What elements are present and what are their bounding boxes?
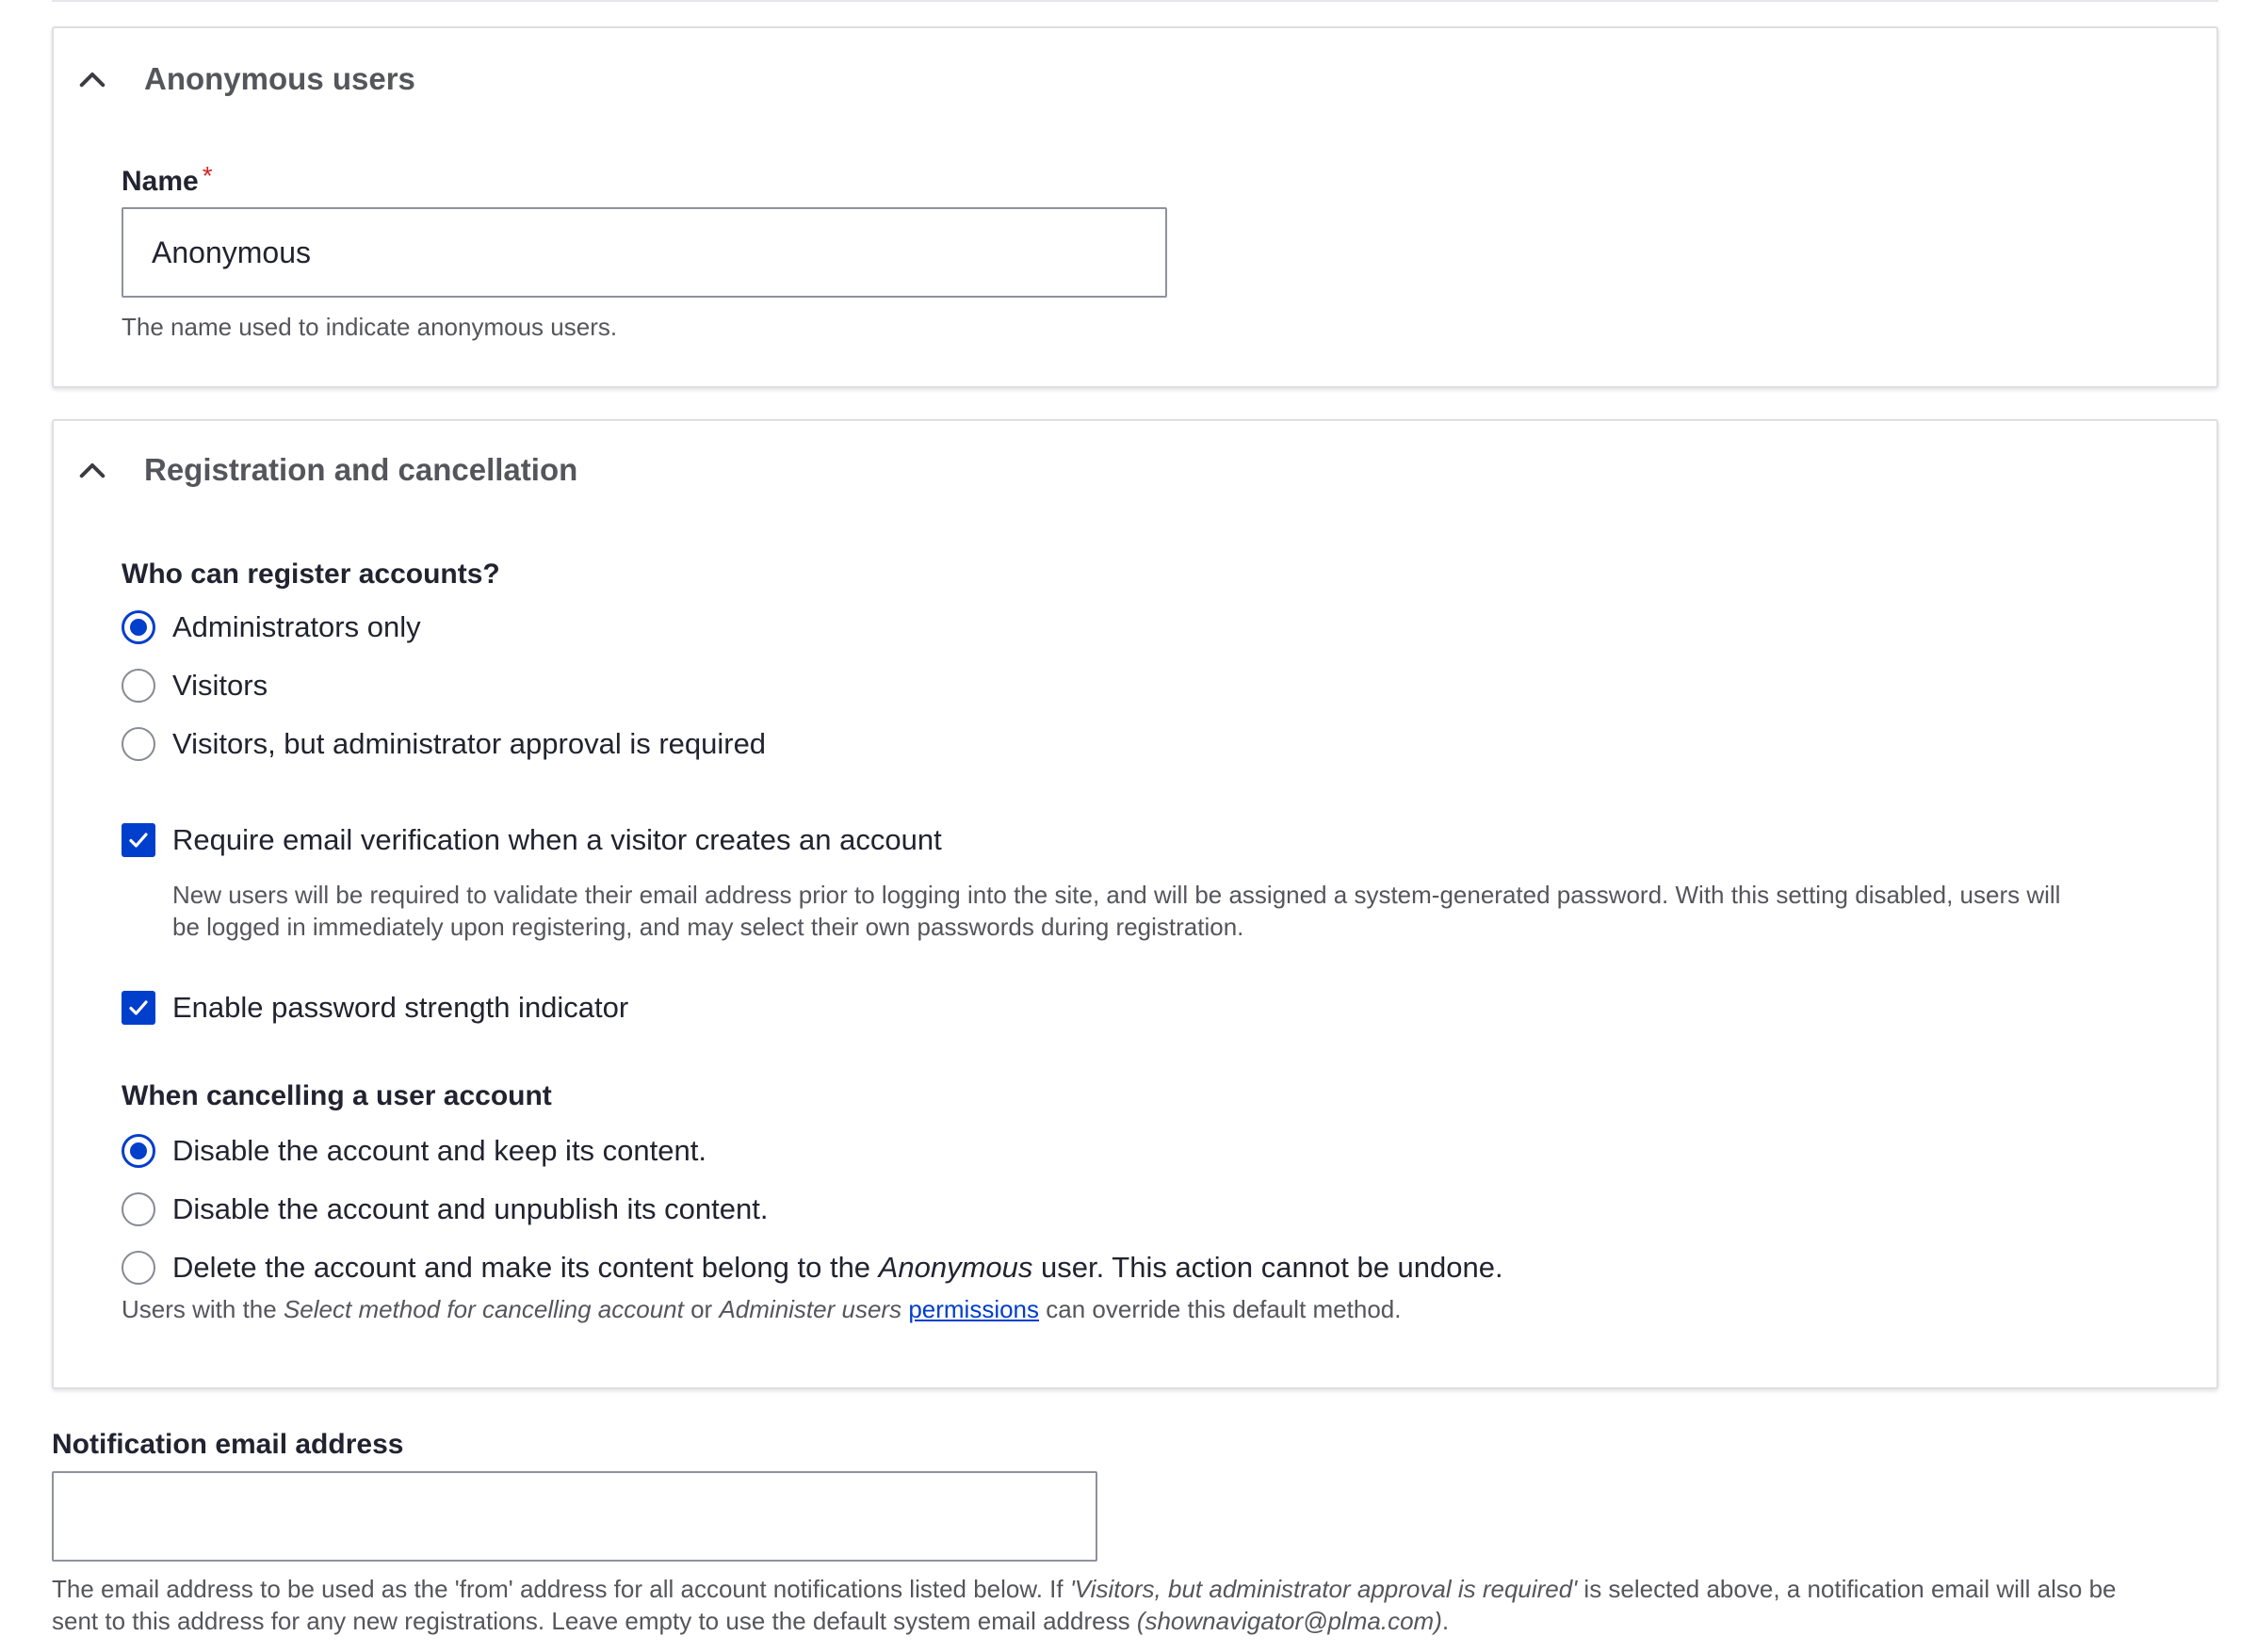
desc-part: Users with the	[122, 1295, 284, 1323]
panel-title: Registration and cancellation	[144, 452, 578, 487]
name-label-wrap	[122, 161, 213, 198]
desc-part: sent to this address for any new registrations. Leave empty to use the default system email address	[52, 1607, 1137, 1635]
radio-button[interactable]	[122, 727, 155, 761]
anonymous-users-toggle[interactable]	[78, 53, 415, 105]
name-description: The name used to indicate anonymous users.	[122, 313, 618, 341]
radio-label-part: Delete the account and make its content belong to the	[172, 1251, 879, 1284]
description-line: be logged in immediately upon registering, and may select their own passwords during registration.	[172, 913, 1244, 941]
desc-emphasis: (shownavigator@plma.com)	[1136, 1607, 1442, 1635]
checkbox-label: Enable password strength indicator	[172, 991, 629, 1024]
radio-button[interactable]	[122, 669, 155, 703]
radio-option-disable-unpublish[interactable]	[122, 1188, 1503, 1231]
desc-part: The email address to be used as the 'from' address for all account notifications listed below. If	[52, 1575, 1070, 1603]
notification-email-description	[52, 1573, 2117, 1637]
checkmark-icon	[127, 996, 150, 1019]
chevron-up-icon	[78, 449, 120, 491]
checkbox-label: Require email verification when a visitor creates an account	[172, 823, 942, 856]
checkbox-checked[interactable]	[122, 991, 155, 1025]
radio-label: Visitors, but administrator approval is required	[172, 727, 767, 760]
checkbox-checked[interactable]	[122, 823, 155, 857]
top-divider	[52, 0, 2218, 2]
radio-label	[172, 1251, 1503, 1285]
radio-option-disable-keep[interactable]	[122, 1129, 1503, 1173]
notification-email-label: Notification email address	[52, 1429, 404, 1460]
desc-emphasis: Select method for cancelling account	[283, 1295, 684, 1323]
radio-label: Visitors	[172, 669, 268, 702]
description-line	[52, 1605, 2117, 1637]
registration-panel	[52, 419, 2218, 1389]
description-line	[52, 1573, 2117, 1605]
password-strength-checkbox-row[interactable]	[122, 986, 628, 1029]
radio-label-emphasis: Anonymous	[878, 1251, 1033, 1284]
description-line: New users will be required to validate their email address prior to logging into the site, and will be assigned a system-generated password. With this setting disabled, users will	[172, 881, 2061, 909]
cancel-account-label: When cancelling a user account	[122, 1080, 552, 1111]
radio-button[interactable]	[122, 1192, 155, 1226]
radio-option-delete-reassign[interactable]	[122, 1246, 1503, 1289]
chevron-up-icon	[78, 58, 120, 100]
email-verification-description	[172, 879, 2060, 943]
email-verification-checkbox-row[interactable]	[122, 818, 942, 862]
who-can-register-options	[122, 606, 766, 766]
radio-option-visitors-approval[interactable]	[122, 722, 766, 766]
permissions-link[interactable]: permissions	[908, 1295, 1040, 1323]
anonymous-users-panel	[52, 26, 2218, 388]
desc-part: .	[1441, 1607, 1450, 1635]
desc-emphasis: Administer users	[719, 1295, 902, 1323]
panel-title: Anonymous users	[144, 61, 415, 96]
who-can-register-label: Who can register accounts?	[122, 559, 500, 590]
desc-part: or	[683, 1295, 720, 1323]
anonymous-name-input[interactable]	[122, 207, 1167, 298]
name-label: Name	[122, 166, 199, 197]
registration-toggle[interactable]	[78, 444, 577, 496]
radio-label: Disable the account and keep its content.	[172, 1134, 706, 1167]
radio-button-selected[interactable]	[122, 1134, 155, 1168]
desc-emphasis: 'Visitors, but administrator approval is required'	[1069, 1575, 1578, 1603]
radio-label: Disable the account and unpublish its content.	[172, 1192, 769, 1225]
radio-button[interactable]	[122, 1251, 155, 1285]
cancel-account-options	[122, 1129, 1503, 1289]
required-mark: *	[202, 161, 213, 190]
radio-option-administrators-only[interactable]	[122, 606, 766, 649]
desc-part: is selected above, a notification email will also be	[1577, 1575, 2117, 1603]
notification-email-input[interactable]	[52, 1471, 1097, 1562]
radio-label-part: user. This action cannot be undone.	[1032, 1251, 1503, 1284]
radio-label: Administrators only	[172, 610, 421, 643]
radio-option-visitors[interactable]	[122, 664, 766, 707]
cancel-account-description	[122, 1293, 1401, 1325]
checkmark-icon	[127, 829, 150, 851]
desc-part: can override this default method.	[1039, 1295, 1402, 1323]
radio-button-selected[interactable]	[122, 610, 155, 644]
